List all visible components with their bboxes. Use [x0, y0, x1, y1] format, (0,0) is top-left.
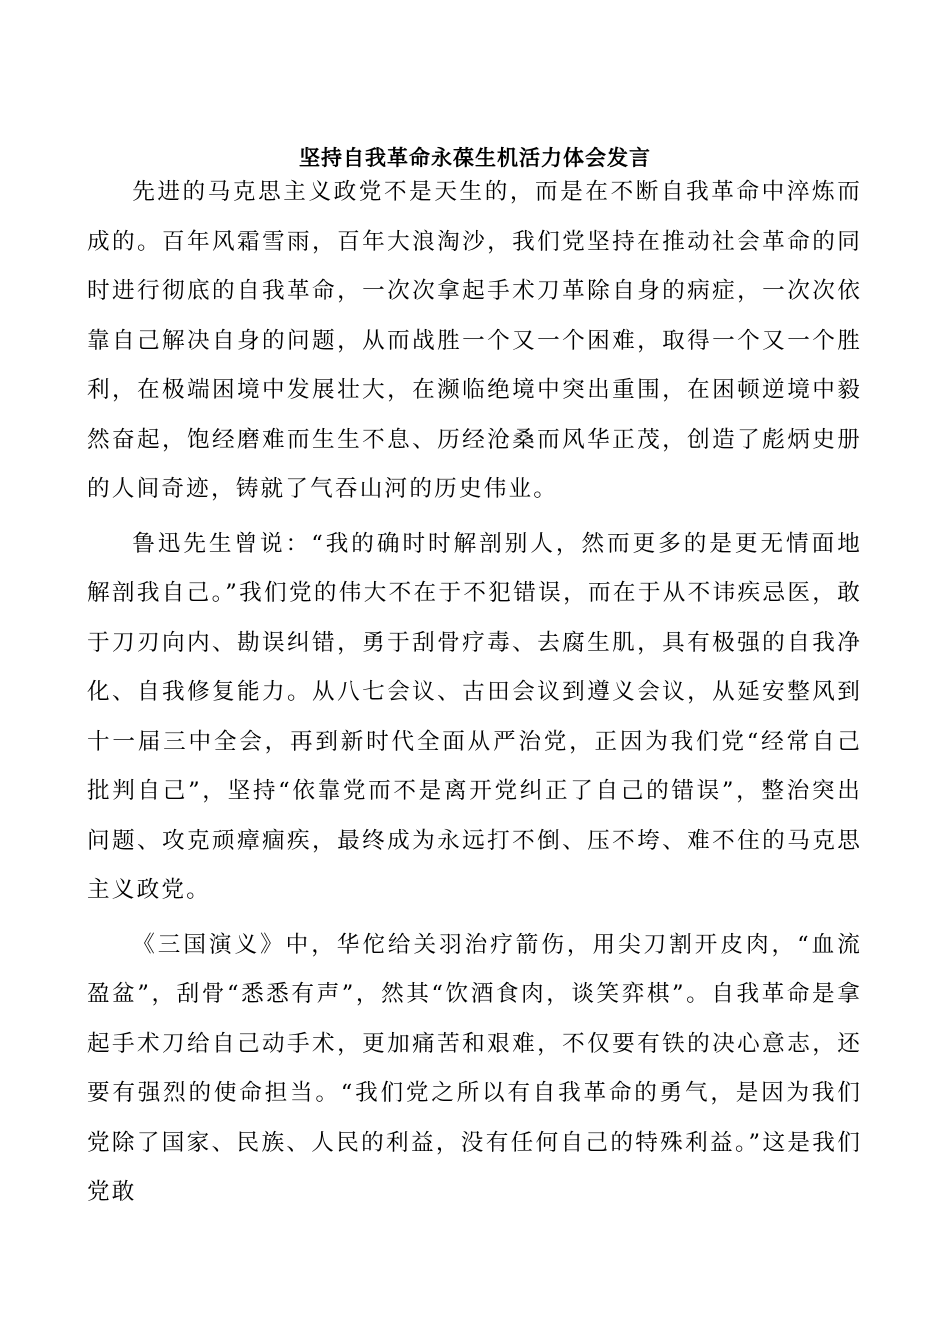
paragraph-3: 《三国演义》中，华佗给关羽治疗箭伤，用尖刀割开皮肉，“血流盈盆”，刮骨“悉悉有声”，然其“饮酒食肉，谈笑弈棋”。自我革命是拿起手术刀给自己动手术，更加痛苦和艰难，不仅要有铁的决心意志，还要有强烈的使命担当。“我们党之所以有自我革命的勇气，是因为我们党除了国家、民族、人民的利益，没有任何自己的特殊利益。”这是我们党敢	[87, 931, 862, 1205]
paragraph-2: 鲁迅先生曾说：“我的确时时解剖别人，然而更多的是更无情面地解剖我自己。”我们党的伟大不在于不犯错误，而在于从不讳疾忌医，敢于刀刃向内、勘误纠错，勇于刮骨疗毒、去腐生肌，具有极强的自我净化、自我修复能力。从八七会议、古田会议到遵义会议，从延安整风到十一届三中全会，再到新时代全面从严治党，正因为我们党“经常自己批判自己”，坚持“依靠党而不是离开党纠正了自己的错误”，整治突出问题、攻克顽瘴痼疾，最终成为永远打不倒、压不垮、难不住的马克思主义政党。	[87, 530, 862, 903]
paragraph-1: 先进的马克思主义政党不是天生的，而是在不断自我革命中淬炼而成的。百年风霜雪雨，百年大浪淘沙，我们党坚持在推动社会革命的同时进行彻底的自我革命，一次次拿起手术刀革除自身的病症，一次次依靠自己解决自身的问题，从而战胜一个又一个困难，取得一个又一个胜利，在极端困境中发展壮大，在濒临绝境中突出重围，在困顿逆境中毅然奋起，饱经磨难而生生不息、历经沧桑而风华正茂，创造了彪炳史册的人间奇迹，铸就了气吞山河的历史伟业。	[87, 179, 862, 502]
document-body	[87, 168, 862, 1218]
document-title: 坚持自我革命永葆生机活力体会发言	[299, 146, 651, 170]
